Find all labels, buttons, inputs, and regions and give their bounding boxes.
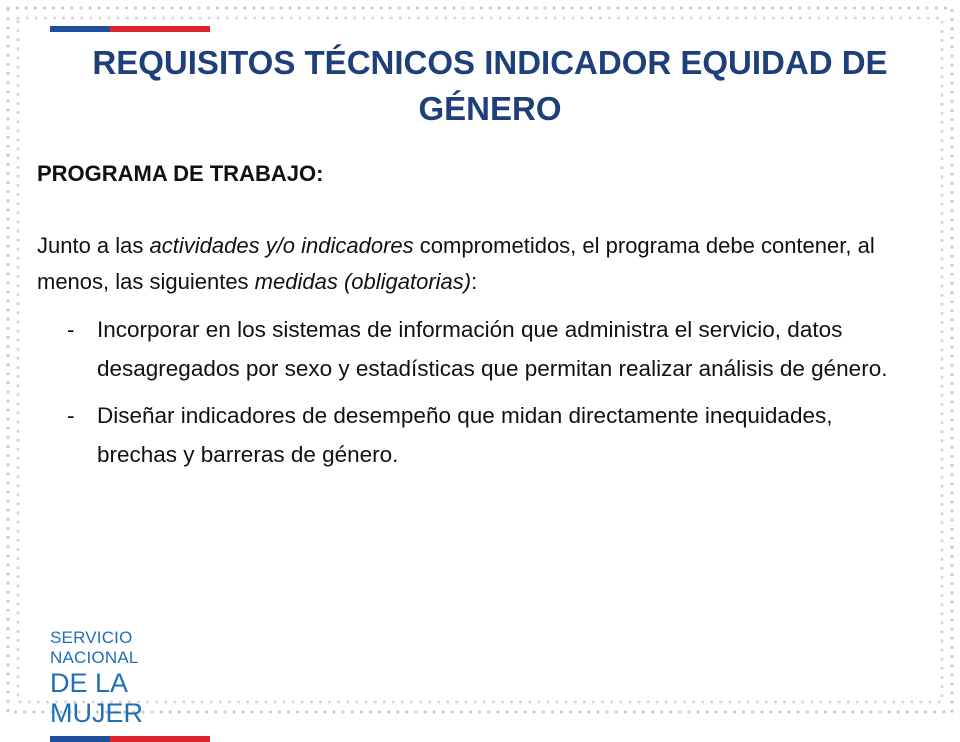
list-item xyxy=(37,310,917,388)
sernam-logo xyxy=(50,628,220,742)
list-item-text: Incorporar en los sistemas de información que administra el servicio, datos desagregados por sexo y estadísticas que permitan realizar análisis de género. xyxy=(97,317,888,381)
paragraph-text-3: : xyxy=(471,269,478,294)
logo-flag-red xyxy=(110,736,210,742)
slide-title: REQUISITOS TÉCNICOS INDICADOR EQUIDAD DE GÉNERO xyxy=(92,44,888,127)
paragraph-emphasis-1: actividades y/o indicadores xyxy=(149,233,414,258)
bullet-dash: - xyxy=(67,403,75,428)
logo-flag-blue xyxy=(50,736,110,742)
measures-list xyxy=(37,310,917,474)
flag-blue-segment xyxy=(50,26,110,32)
bullet-dash: - xyxy=(67,317,75,342)
intro-paragraph xyxy=(37,228,917,300)
paragraph-emphasis-2: medidas (obligatorias) xyxy=(254,269,472,294)
list-item-text: Diseñar indicadores de desempeño que midan directamente inequidades, brechas y barreras de género. xyxy=(97,403,833,467)
logo-line-2: DE LA MUJER xyxy=(50,668,143,728)
list-item xyxy=(37,396,917,474)
logo-line-1: SERVICIO NACIONAL xyxy=(50,628,139,667)
paragraph-text-2: comprometidos, el programa debe contener, al menos, las siguientes xyxy=(37,233,875,294)
paragraph-text-1: Junto a las xyxy=(37,233,150,258)
section-heading: PROGRAMA DE TRABAJO: xyxy=(37,161,324,186)
top-flag-bar xyxy=(50,26,210,32)
slide-content xyxy=(37,156,917,482)
logo-flag-bar xyxy=(50,736,210,742)
flag-red-segment xyxy=(110,26,210,32)
